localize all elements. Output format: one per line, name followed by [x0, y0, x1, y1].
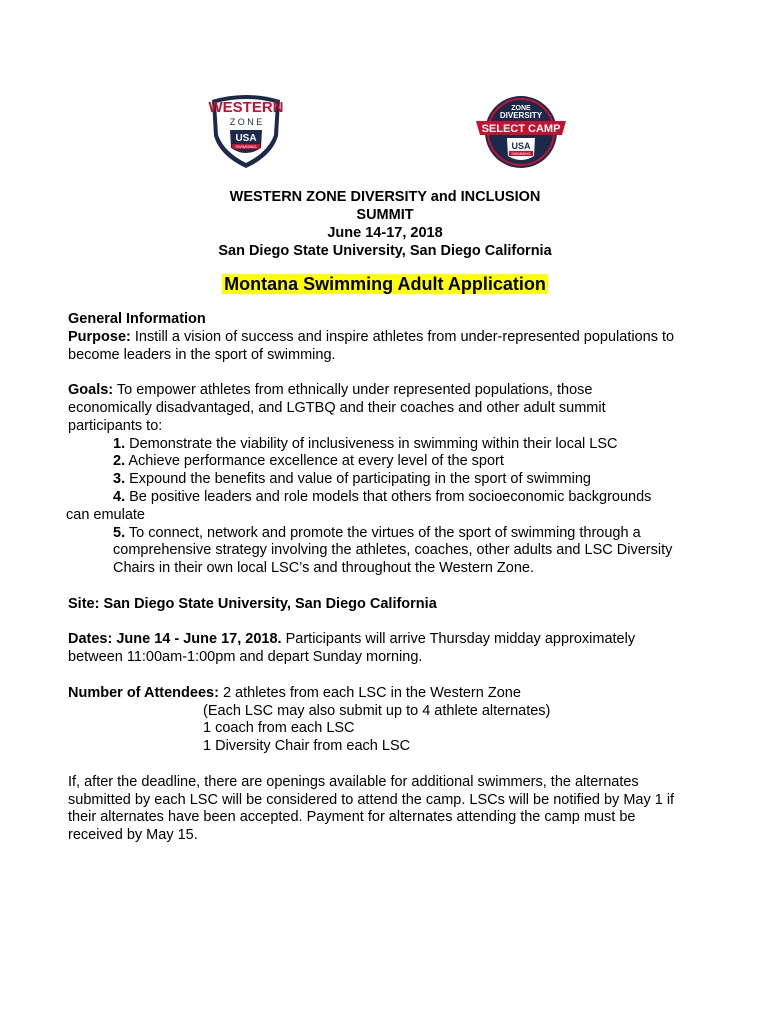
alternates-line1: If, after the deadline, there are openings available for additional swimmers, the alternates [68, 773, 639, 790]
purpose-text-line2: become leaders in the sport of swimming. [68, 346, 336, 363]
goal-item-3-number: 3. [113, 471, 126, 488]
purpose-text: Instill a vision of success and inspire athletes from under-represented populations to [130, 328, 675, 345]
camp-usa-text: USA [511, 141, 531, 151]
alternates-line4: received by May 15. [68, 827, 198, 844]
goal-item-5-text-line3: Chairs in their own local LSC’s and throughout the Western Zone. [113, 560, 535, 577]
dates-label: Dates: June 14 - June 17, 2018. [68, 631, 282, 648]
goals-text-line2: economically disadvantaged, and LGTBQ and their coaches and other adult summit [68, 399, 606, 416]
header-title-line2: SUMMIT [356, 207, 414, 223]
camp-diversity-text: DIVERSITY [499, 111, 543, 120]
camp-swimming-text: SWIMMING [511, 152, 531, 156]
western-logo-text: WESTERN [208, 99, 284, 116]
goal-item-5 [68, 525, 718, 543]
goal-item-2-number: 2. [113, 453, 126, 470]
application-title-wrap [0, 274, 770, 295]
goal-item-5-number: 5. [113, 524, 126, 541]
header-dates: June 14-17, 2018 [327, 225, 443, 241]
document-body [68, 311, 718, 845]
goal-item-5-text-line1: To connect, network and promote the virtues of the sport of swimming through a [125, 524, 641, 541]
attendees-line2: (Each LSC may also submit up to 4 athlete alternates) [203, 702, 551, 719]
goal-item-2-text: Achieve performance excellence at every level of the sport [125, 453, 504, 470]
document-header [0, 188, 770, 260]
goal-item-2 [68, 453, 718, 471]
swimming-logo-text: SWIMMING [235, 144, 257, 149]
goal-item-3-text: Expound the benefits and value of participating in the sport of swimming [125, 471, 591, 488]
attendees-label: Number of Attendees: [68, 684, 219, 701]
usa-logo-text: USA [235, 133, 257, 144]
western-zone-logo [206, 92, 286, 170]
goals-label: Goals: [68, 382, 114, 399]
goals-text-line3: participants to: [68, 417, 163, 434]
header-location: San Diego State University, San Diego California [218, 243, 552, 259]
camp-zone-text: ZONE [511, 105, 531, 112]
site-line: Site: San Diego State University, San Diego California [68, 595, 437, 612]
purpose-label: Purpose: [68, 328, 131, 345]
attendees-paragraph [68, 685, 718, 703]
attendees-line1: 2 athletes from each LSC in the Western Zone [218, 684, 521, 701]
select-camp-text: SELECT CAMP [481, 123, 561, 135]
goal-item-5-text-line2: comprehensive strategy involving the athletes, coaches, other adults and LSC Diversity [113, 542, 673, 559]
header-title-line1: WESTERN ZONE DIVERSITY and INCLUSION [229, 189, 541, 205]
dates-text-line1: Participants will arrive Thursday midday approximately [281, 631, 636, 648]
dates-text-line2: between 11:00am-1:00pm and depart Sunday morning. [68, 649, 423, 666]
goal-item-1 [68, 436, 718, 454]
goal-item-4-text: Be positive leaders and role models that others from socioeconomic backgrounds [125, 488, 652, 505]
dates-paragraph [68, 631, 718, 649]
attendees-line3: 1 coach from each LSC [203, 720, 355, 737]
application-title: Montana Swimming Adult Application [224, 274, 546, 294]
select-camp-logo [474, 94, 568, 170]
alternates-line2: submitted by each LSC will be considered to attend the camp. LSCs will be notified by May 1 if [68, 791, 675, 808]
alternates-line3: their alternates have been accepted. Payment for alternates attending the camp must be [68, 809, 636, 826]
goals-text-line1: To empower athletes from ethnically under represented populations, those [113, 382, 593, 399]
purpose-paragraph [68, 329, 718, 347]
goal-item-1-number: 1. [113, 435, 126, 452]
goal-item-4 [68, 489, 718, 507]
goals-paragraph [68, 382, 718, 400]
zone-logo-text: Z O N E [229, 117, 263, 127]
attendees-line4: 1 Diversity Chair from each LSC [203, 738, 411, 755]
goal-item-4-number: 4. [113, 488, 126, 505]
goal-item-1-text: Demonstrate the viability of inclusiveness in swimming within their local LSC [125, 435, 618, 452]
goal-item-3 [68, 471, 718, 489]
general-info-heading: General Information [68, 311, 206, 327]
goal-item-4-continuation: can emulate [66, 506, 145, 523]
